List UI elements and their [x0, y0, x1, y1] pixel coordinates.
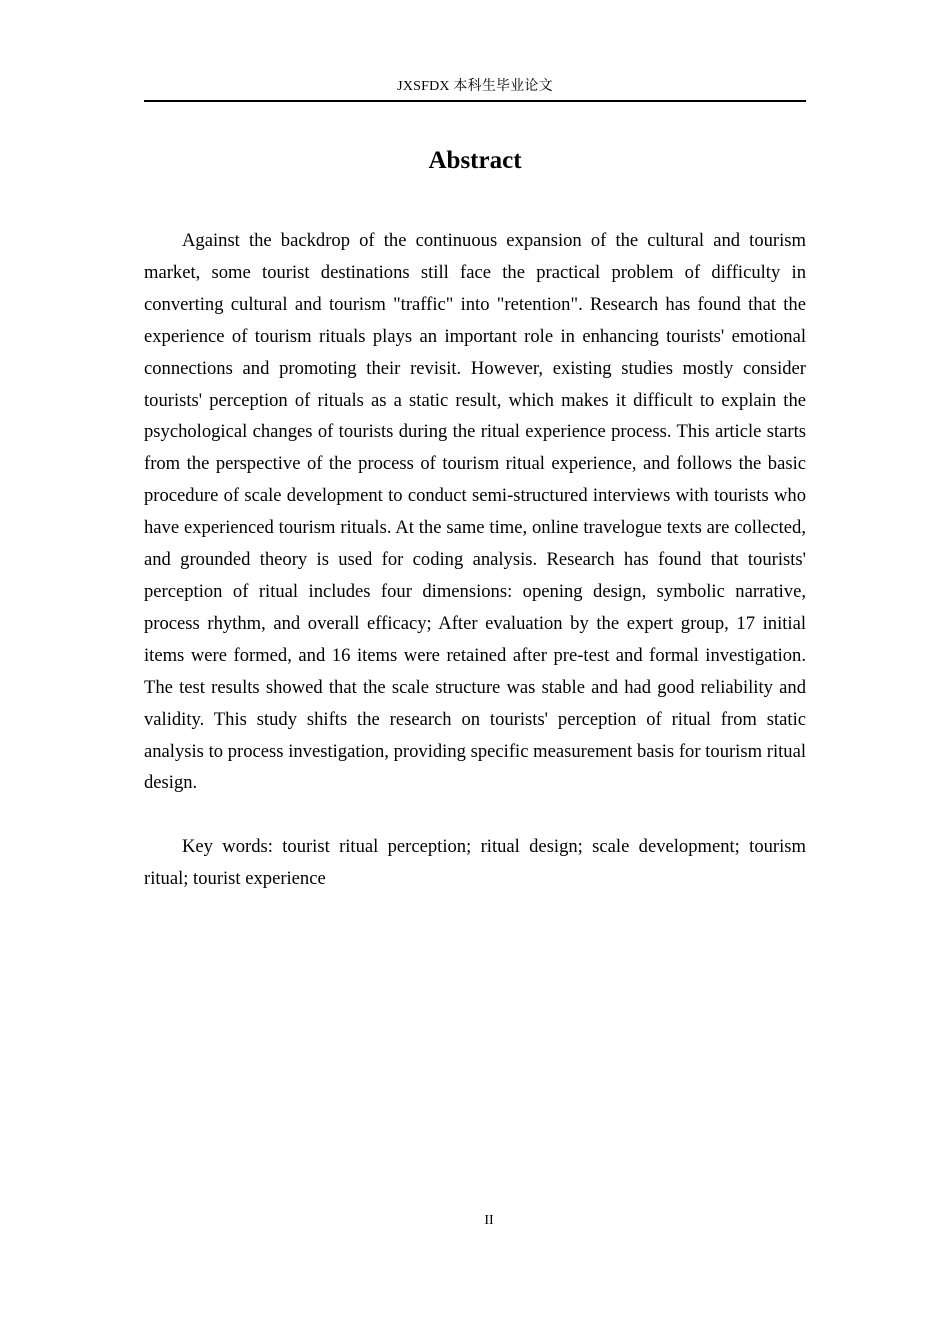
- abstract-title: Abstract: [428, 147, 522, 174]
- page-number: II: [484, 1213, 494, 1228]
- abstract-paragraph: Against the backdrop of the continuous expansion of the cultural and tourism market, some tourist destinations still face the practical problem of difficulty in converting cultural and tourism "traffic" into "retention". Research has found that the experience of tourism rituals plays an important role in enhancing tourists' emotional connections and promoting their revisit. However, existing studies mostly consider tourists' perception of rituals as a static result, which makes it difficult to explain the psychological changes of tourists during the ritual experience process. This article starts from the perspective of the process of tourism ritual experience, and follows the basic procedure of scale development to conduct semi-structured interviews with tourists who have experienced tourism rituals. At the same time, online travelogue texts are collected, and grounded theory is used for coding analysis. Research has found that tourists' perception of ritual includes four dimensions: opening design, symbolic narrative, process rhythm, and overall efficacy; After evaluation by the expert group, 17 initial items were formed, and 16 items were retained after pre-test and formal investigation. The test results showed that the scale structure was stable and had good reliability and validity. This study shifts the research on tourists' perception of ritual from static analysis to process investigation, providing specific measurement basis for tourism ritual design.: [144, 230, 806, 794]
- header-rule: [144, 100, 806, 102]
- running-header: JXSFDX 本科生毕业论文: [397, 79, 553, 94]
- keywords-paragraph: Key words: tourist ritual perception; ritual design; scale development; tourism ritual; tourist experience: [144, 836, 806, 889]
